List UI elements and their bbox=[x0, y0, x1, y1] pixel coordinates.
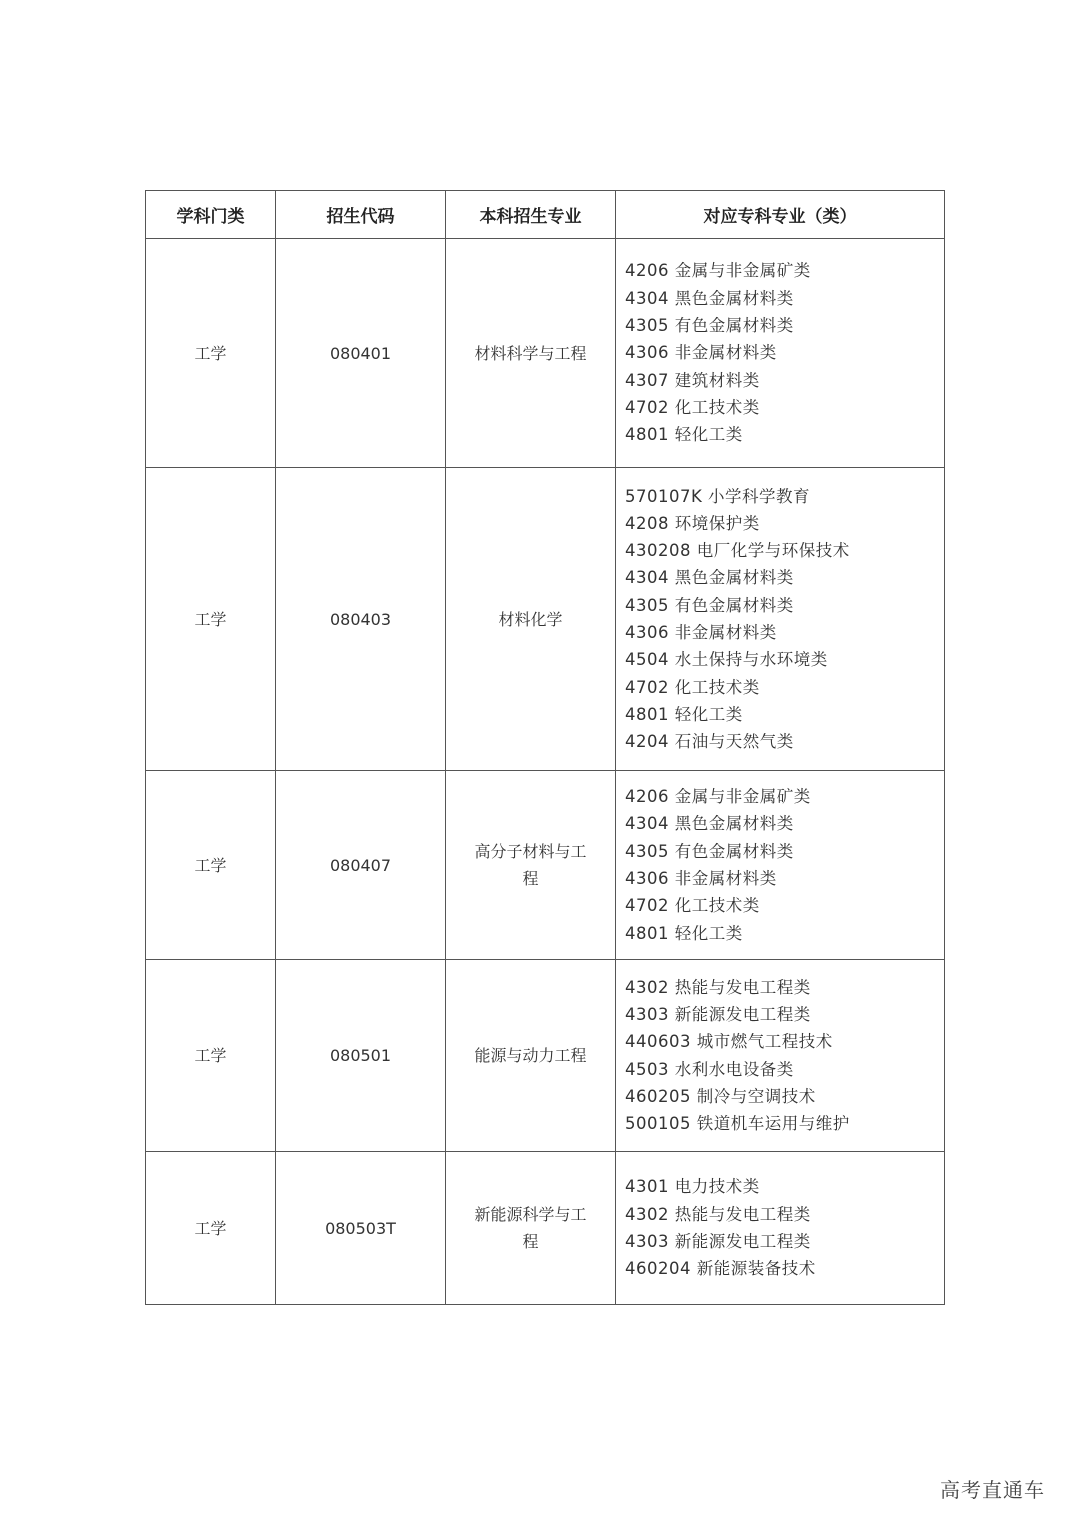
category-cell-text: 工学 bbox=[194, 343, 227, 363]
related-major-item: 4702 化工技术类 bbox=[625, 896, 760, 916]
category-cell-text: 工学 bbox=[194, 1046, 227, 1065]
related-major-item: 4208 环境保护类 bbox=[625, 513, 760, 533]
related-major-item: 4302 热能与发电工程类 bbox=[625, 1204, 811, 1224]
related-major-item: 4302 热能与发电工程类 bbox=[625, 977, 811, 997]
major-cell-text: 材料化学 bbox=[498, 609, 563, 629]
category-cell bbox=[146, 960, 276, 1152]
code-cell bbox=[276, 771, 446, 960]
header-major: 本科招生专业 bbox=[446, 191, 616, 239]
related-majors-cell bbox=[616, 960, 945, 1152]
code-cell bbox=[276, 1152, 446, 1305]
code-cell-text: 080407 bbox=[329, 855, 392, 875]
related-major-item: 4305 有色金属材料类 bbox=[625, 841, 794, 861]
code-cell-text: 080403 bbox=[329, 609, 392, 629]
header-code: 招生代码 bbox=[276, 191, 446, 239]
related-major-item: 4503 水利水电设备类 bbox=[625, 1059, 794, 1079]
related-major-item: 4305 有色金属材料类 bbox=[625, 595, 794, 615]
category-cell bbox=[146, 1152, 276, 1305]
major-cell-text: 高分子材料与工程 bbox=[474, 842, 587, 888]
related-major-item: 4301 电力技术类 bbox=[625, 1177, 760, 1197]
major-cell-text: 能源与动力工程 bbox=[474, 1046, 587, 1065]
related-major-item: 430208 电厂化学与环保技术 bbox=[625, 541, 850, 561]
related-major-item: 4801 轻化工类 bbox=[625, 923, 743, 943]
related-major-item: 4306 非金属材料类 bbox=[625, 623, 777, 642]
related-major-item: 4304 黑色金属材料类 bbox=[625, 568, 794, 588]
code-cell-text: 080503T bbox=[325, 1218, 396, 1238]
table-header-row bbox=[146, 191, 945, 239]
header-related: 对应专科专业（类） bbox=[616, 191, 945, 239]
related-major-item: 4306 非金属材料类 bbox=[625, 343, 777, 363]
major-cell bbox=[446, 239, 616, 468]
related-major-item: 460205 制冷与空调技术 bbox=[625, 1086, 816, 1106]
related-major-item: 4801 轻化工类 bbox=[625, 425, 743, 445]
category-cell bbox=[146, 468, 276, 771]
related-major-item: 4206 金属与非金属矿类 bbox=[625, 787, 811, 807]
related-major-item: 4504 水土保持与水环境类 bbox=[625, 650, 828, 670]
related-major-item: 4702 化工技术类 bbox=[625, 677, 760, 697]
category-cell bbox=[146, 771, 276, 960]
code-cell bbox=[276, 239, 446, 468]
related-major-item: 4307 建筑材料类 bbox=[625, 370, 760, 390]
table-row bbox=[146, 1152, 945, 1305]
category-cell bbox=[146, 239, 276, 468]
major-cell bbox=[446, 771, 616, 960]
code-cell-text: 080501 bbox=[329, 1046, 392, 1065]
category-cell-text: 工学 bbox=[194, 855, 227, 875]
major-mapping-table bbox=[145, 190, 945, 1305]
related-major-item: 440603 城市燃气工程技术 bbox=[625, 1032, 833, 1052]
related-major-item: 500105 铁道机车运用与维护 bbox=[625, 1114, 850, 1134]
related-major-item: 4304 黑色金属材料类 bbox=[625, 814, 794, 834]
major-cell bbox=[446, 468, 616, 771]
header-category: 学科门类 bbox=[146, 191, 276, 239]
related-majors-cell bbox=[616, 239, 945, 468]
major-cell bbox=[446, 960, 616, 1152]
related-major-item: 4305 有色金属材料类 bbox=[625, 316, 794, 336]
code-cell bbox=[276, 960, 446, 1152]
related-major-item: 4204 石油与天然气类 bbox=[625, 732, 794, 752]
table-row bbox=[146, 468, 945, 771]
table-row bbox=[146, 771, 945, 960]
related-major-item: 4303 新能源发电工程类 bbox=[625, 1004, 811, 1024]
table-row bbox=[146, 239, 945, 468]
table-row bbox=[146, 960, 945, 1152]
code-cell-text: 080401 bbox=[329, 343, 392, 363]
related-major-item: 4303 新能源发电工程类 bbox=[625, 1232, 811, 1251]
related-majors-cell bbox=[616, 468, 945, 771]
category-cell-text: 工学 bbox=[194, 1218, 227, 1238]
major-cell-text: 新能源科学与工程 bbox=[474, 1205, 587, 1251]
related-majors-cell bbox=[616, 1152, 945, 1305]
related-major-item: 460204 新能源装备技术 bbox=[625, 1259, 816, 1279]
related-major-item: 4702 化工技术类 bbox=[625, 397, 760, 417]
related-major-item: 4206 金属与非金属矿类 bbox=[625, 261, 811, 281]
related-major-item: 570107K 小学科学教育 bbox=[625, 486, 811, 506]
related-major-item: 4304 黑色金属材料类 bbox=[625, 288, 794, 308]
major-cell-text: 材料科学与工程 bbox=[474, 343, 587, 363]
category-cell-text: 工学 bbox=[194, 609, 227, 629]
code-cell bbox=[276, 468, 446, 771]
related-majors-cell bbox=[616, 771, 945, 960]
major-cell bbox=[446, 1152, 616, 1305]
related-major-item: 4306 非金属材料类 bbox=[625, 869, 777, 888]
watermark: 高考直通车 bbox=[940, 1478, 1045, 1502]
related-major-item: 4801 轻化工类 bbox=[625, 704, 743, 724]
